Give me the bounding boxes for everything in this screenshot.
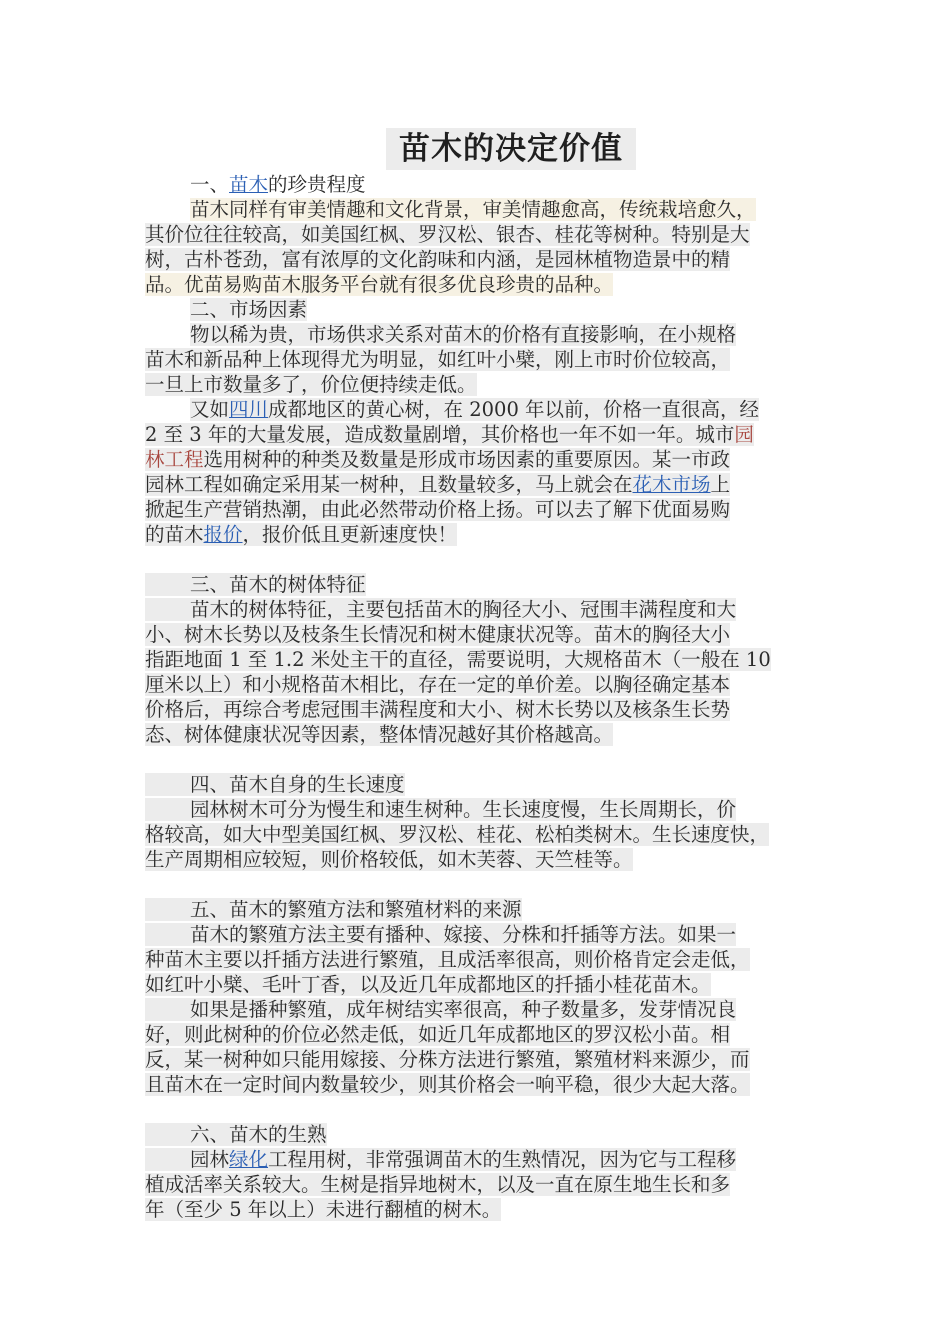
- text-line: 且苗木在一定时间内数量较少，则其价格会一响平稳，很少大起大落。: [145, 1073, 750, 1096]
- text-line: 格较高，如大中型美国红枫、罗汉松、桂花、松柏类树木。生长速度快，: [145, 823, 770, 846]
- section-heading: 四、苗木自身的生长速度: [145, 772, 825, 797]
- heading-suffix: 的珍贵程度: [268, 173, 366, 196]
- flower-market-link[interactable]: 花木市场: [632, 473, 711, 496]
- text-line: 好，则此树种的价位必然走低，如近几年成都地区的罗汉松小苗。相: [145, 1023, 731, 1046]
- text-line: 林工程选用树种的种类及数量是形成市场因素的重要原因。某一市政: [145, 448, 731, 471]
- text-line: 植成活率关系较大。生树是指异地树木，以及一直在原生地生长和多: [145, 1173, 731, 1196]
- text-line: 园林绿化工程用树，非常强调苗木的生熟情况，因为它与工程移: [145, 1147, 825, 1172]
- text-line: 其价位往往较高，如美国红枫、罗汉松、银杏、桂花等树种。特别是大: [145, 223, 750, 246]
- text-line: 种苗木主要以扦插方法进行繁殖，且成活率很高，则价格肯定会走低，: [145, 948, 750, 971]
- section-heading: 二、市场因素: [190, 298, 308, 321]
- heading-prefix: 一、: [190, 173, 230, 196]
- blank-line: [145, 747, 825, 772]
- text-line: 苗木和新品种上体现得尤为明显，如红叶小檗，刚上市时价位较高，: [145, 348, 731, 371]
- text-line: 物以稀为贵，市场供求关系对苗木的价格有直接影响，在小规格: [190, 323, 737, 346]
- section-heading: [145, 172, 825, 197]
- miaomu-link[interactable]: 苗木: [229, 173, 269, 196]
- section-heading: 三、苗木的树体特征: [145, 572, 825, 597]
- greening-link[interactable]: 绿化: [229, 1148, 269, 1171]
- price-link[interactable]: 报价: [203, 523, 243, 546]
- text-line: 年（至少 5 年以上）未进行翻植的树木。: [145, 1198, 502, 1221]
- text-line: 指距地面 1 至 1.2 米处主干的直径，需要说明，大规格苗木（一般在 10: [145, 648, 771, 671]
- text-line: 的苗木报价，报价低且更新速度快！: [145, 523, 458, 546]
- text-line: 掀起生产营销热潮，由此必然带动价格上扬。可以去了解下优面易购: [145, 498, 731, 521]
- text-line: 态、树体健康状况等因素，整体情况越好其价格越高。: [145, 723, 614, 746]
- garden-engineering-link-cont[interactable]: 林工程: [145, 448, 204, 471]
- text-line: 生产周期相应较短，则价格较低，如木芙蓉、天竺桂等。: [145, 848, 633, 871]
- blank-line: [145, 872, 825, 897]
- text-line: 一旦上市数量多了，价位便持续走低。: [145, 373, 477, 396]
- text-line: 树，古朴苍劲，富有浓厚的文化韵味和内涵，是园林植物造景中的精: [145, 248, 731, 271]
- text-line: 苗木的树体特征，主要包括苗木的胸径大小、冠围丰满程度和大: [145, 597, 825, 622]
- text-line: 价格后，再综合考虑冠围丰满程度和大小、树木长势以及核条生长势: [145, 698, 731, 721]
- blank-line: [145, 547, 825, 572]
- text-line: 又如四川成都地区的黄心树，在 2000 年以前，价格一直很高，经: [190, 398, 760, 421]
- text-line: 苗木的繁殖方法主要有播种、嫁接、分株和扦插等方法。如果一: [145, 922, 825, 947]
- text-line: 园林树木可分为慢生和速生树种。生长速度慢，生长周期长，价: [145, 797, 825, 822]
- sichuan-link[interactable]: 四川: [229, 398, 269, 421]
- document-title: 苗木的决定价值: [386, 128, 636, 170]
- garden-engineering-link[interactable]: 园: [734, 423, 754, 446]
- text-line: 苗木同样有审美情趣和文化背景，审美情趣愈高，传统栽培愈久，: [190, 198, 756, 221]
- text-line: 反，某一树种如只能用嫁接、分株方法进行繁殖，繁殖材料来源少，而: [145, 1048, 750, 1071]
- text-line: 厘米以上）和小规格苗木相比，存在一定的单价差。以胸径确定基本: [145, 673, 731, 696]
- text-line: 园林工程如确定采用某一树种，且数量较多，马上就会在花木市场上: [145, 473, 731, 496]
- text-line: 小、树木长势以及枝条生长情况和树木健康状况等。苗木的胸径大小: [145, 623, 731, 646]
- section-heading: 六、苗木的生熟: [145, 1122, 825, 1147]
- blank-line: [145, 1097, 825, 1122]
- text-line: 如果是播种繁殖，成年树结实率很高，种子数量多，发芽情况良: [145, 997, 825, 1022]
- document-body: [145, 172, 825, 1222]
- text-line: 如红叶小檗、毛叶丁香，以及近几年成都地区的扦插小桂花苗木。: [145, 973, 711, 996]
- section-heading: 五、苗木的繁殖方法和繁殖材料的来源: [145, 897, 825, 922]
- text-line: 2 至 3 年的大量发展，造成数量剧增，其价格也一年不如一年。城市园: [145, 423, 754, 446]
- text-line: 品。优苗易购苗木服务平台就有很多优良珍贵的品种。: [145, 273, 614, 296]
